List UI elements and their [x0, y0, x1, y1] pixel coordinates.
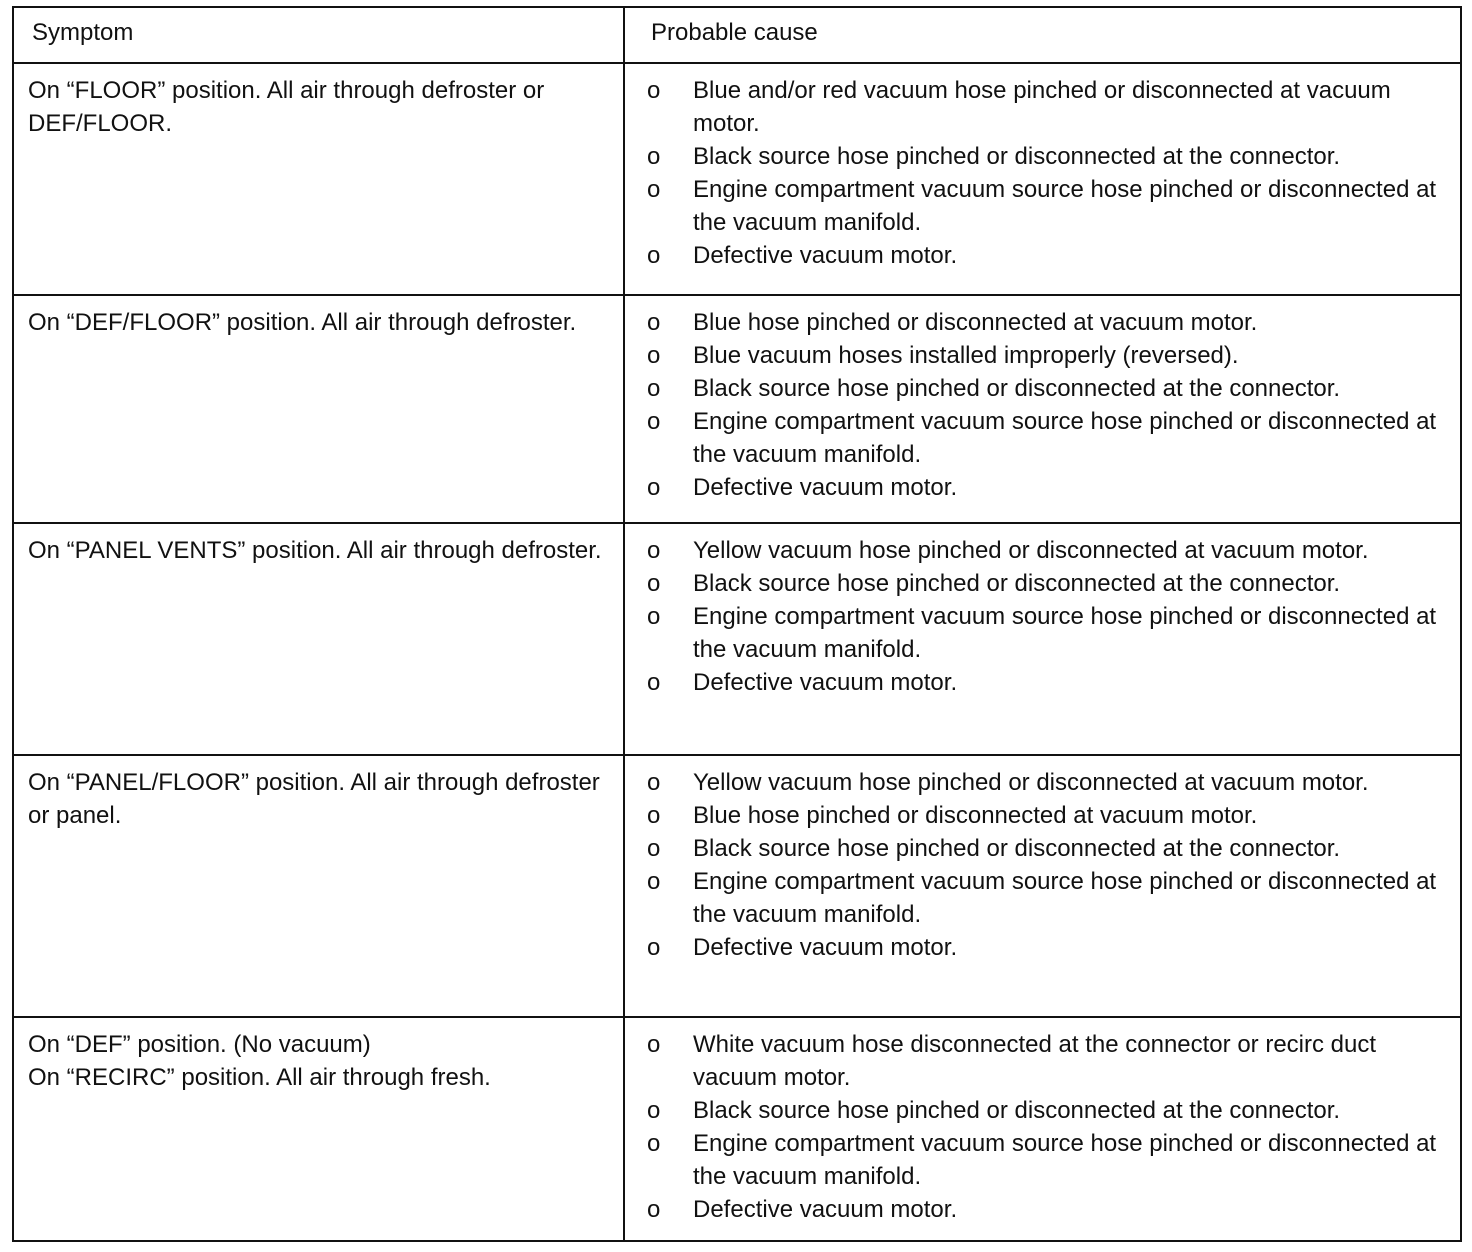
cause-text: Blue and/or red vacuum hose pinched or disconnected at vacuum motor.: [693, 77, 1391, 137]
bullet-marker: o: [647, 77, 661, 104]
bullet-marker: o: [647, 408, 661, 435]
cause-item: [647, 865, 1454, 931]
symptom-cell: [14, 756, 623, 1016]
header-symptom: Symptom: [32, 19, 134, 46]
cause-text: Black source hose pinched or disconnected at the connector.: [693, 143, 1341, 170]
bullet-marker: o: [647, 474, 661, 501]
cause-text: Black source hose pinched or disconnected at the connector.: [693, 1097, 1341, 1124]
cause-cell: [625, 64, 1460, 294]
bullet-marker: o: [647, 309, 661, 336]
cause-text: Blue vacuum hoses installed improperly (reversed).: [693, 342, 1239, 369]
header-probable-cause: Probable cause: [651, 19, 818, 46]
bullet-marker: o: [647, 802, 661, 829]
cause-item: [647, 1193, 1454, 1226]
bullet-marker: o: [647, 143, 661, 170]
cause-item: [647, 239, 1454, 272]
symptom-cell: [14, 296, 623, 522]
cause-item: [647, 306, 1454, 339]
bullet-marker: o: [647, 342, 661, 369]
cause-text: Defective vacuum motor.: [693, 669, 958, 696]
cause-text: Black source hose pinched or disconnected at the connector.: [693, 375, 1341, 402]
bullet-marker: o: [647, 669, 661, 696]
cause-item: [647, 74, 1454, 140]
symptom-cell: [14, 64, 623, 294]
cause-cell: [625, 524, 1460, 754]
cause-item: [647, 339, 1454, 372]
cause-text: Yellow vacuum hose pinched or disconnected at vacuum motor.: [693, 769, 1369, 796]
cause-text: Engine compartment vacuum source hose pinched or disconnected at the vacuum manifold.: [693, 868, 1437, 928]
cause-item: [647, 666, 1454, 699]
bullet-marker: o: [647, 934, 661, 961]
bullet-marker: o: [647, 1130, 661, 1157]
cause-text: Defective vacuum motor.: [693, 474, 958, 501]
cause-item: [647, 1127, 1454, 1193]
cause-item: [647, 372, 1454, 405]
cause-text: Engine compartment vacuum source hose pinched or disconnected at the vacuum manifold.: [693, 176, 1437, 236]
cause-item: [647, 600, 1454, 666]
symptom-text: On “RECIRC” position. All air through fresh.: [28, 1064, 491, 1091]
cause-cell: [625, 1018, 1460, 1240]
bullet-marker: o: [647, 176, 661, 203]
cause-text: Black source hose pinched or disconnected at the connector.: [693, 570, 1341, 597]
bullet-marker: o: [647, 1196, 661, 1223]
table-header-row: [14, 8, 1460, 64]
symptom-text: On “DEF/FLOOR” position. All air through defroster.: [28, 309, 577, 336]
bullet-marker: o: [647, 375, 661, 402]
bullet-marker: o: [647, 242, 661, 269]
cause-text: Engine compartment vacuum source hose pinched or disconnected at the vacuum manifold.: [693, 1130, 1437, 1190]
bullet-marker: o: [647, 537, 661, 564]
cause-item: [647, 567, 1454, 600]
cause-text: Engine compartment vacuum source hose pinched or disconnected at the vacuum manifold.: [693, 603, 1437, 663]
cause-item: [647, 534, 1454, 567]
symptom-text: On “FLOOR” position. All air through defroster or DEF/FLOOR.: [28, 77, 545, 137]
cause-text: Defective vacuum motor.: [693, 1196, 958, 1223]
bullet-marker: o: [647, 603, 661, 630]
cause-cell: [625, 296, 1460, 522]
symptom-cell: [14, 524, 623, 754]
symptom-cell: [14, 1018, 623, 1240]
cause-text: White vacuum hose disconnected at the connector or recirc duct vacuum motor.: [693, 1031, 1377, 1091]
cause-text: Black source hose pinched or disconnected at the connector.: [693, 835, 1341, 862]
symptom-text: On “PANEL VENTS” position. All air through defroster.: [28, 537, 602, 564]
cause-item: [647, 405, 1454, 471]
cause-text: Blue hose pinched or disconnected at vacuum motor.: [693, 802, 1258, 829]
troubleshooting-table: [12, 6, 1462, 1242]
bullet-marker: o: [647, 570, 661, 597]
table-row: [14, 64, 1460, 296]
cause-item: [647, 1028, 1454, 1094]
cause-text: Defective vacuum motor.: [693, 934, 958, 961]
cause-text: Defective vacuum motor.: [693, 242, 958, 269]
cause-item: [647, 931, 1454, 964]
bullet-marker: o: [647, 1031, 661, 1058]
table-row: [14, 524, 1460, 756]
cause-item: [647, 832, 1454, 865]
bullet-marker: o: [647, 868, 661, 895]
cause-item: [647, 471, 1454, 504]
cause-item: [647, 766, 1454, 799]
symptom-text: On “PANEL/FLOOR” position. All air through defroster or panel.: [28, 769, 600, 829]
cause-item: [647, 140, 1454, 173]
symptom-text: On “DEF” position. (No vacuum): [28, 1031, 371, 1058]
bullet-marker: o: [647, 835, 661, 862]
table-row: [14, 1018, 1460, 1240]
cause-item: [647, 173, 1454, 239]
cause-item: [647, 799, 1454, 832]
bullet-marker: o: [647, 769, 661, 796]
bullet-marker: o: [647, 1097, 661, 1124]
table-row: [14, 296, 1460, 524]
table-row: [14, 756, 1460, 1018]
cause-text: Engine compartment vacuum source hose pinched or disconnected at the vacuum manifold.: [693, 408, 1437, 468]
cause-cell: [625, 756, 1460, 1016]
cause-item: [647, 1094, 1454, 1127]
cause-text: Yellow vacuum hose pinched or disconnected at vacuum motor.: [693, 537, 1369, 564]
cause-text: Blue hose pinched or disconnected at vacuum motor.: [693, 309, 1258, 336]
